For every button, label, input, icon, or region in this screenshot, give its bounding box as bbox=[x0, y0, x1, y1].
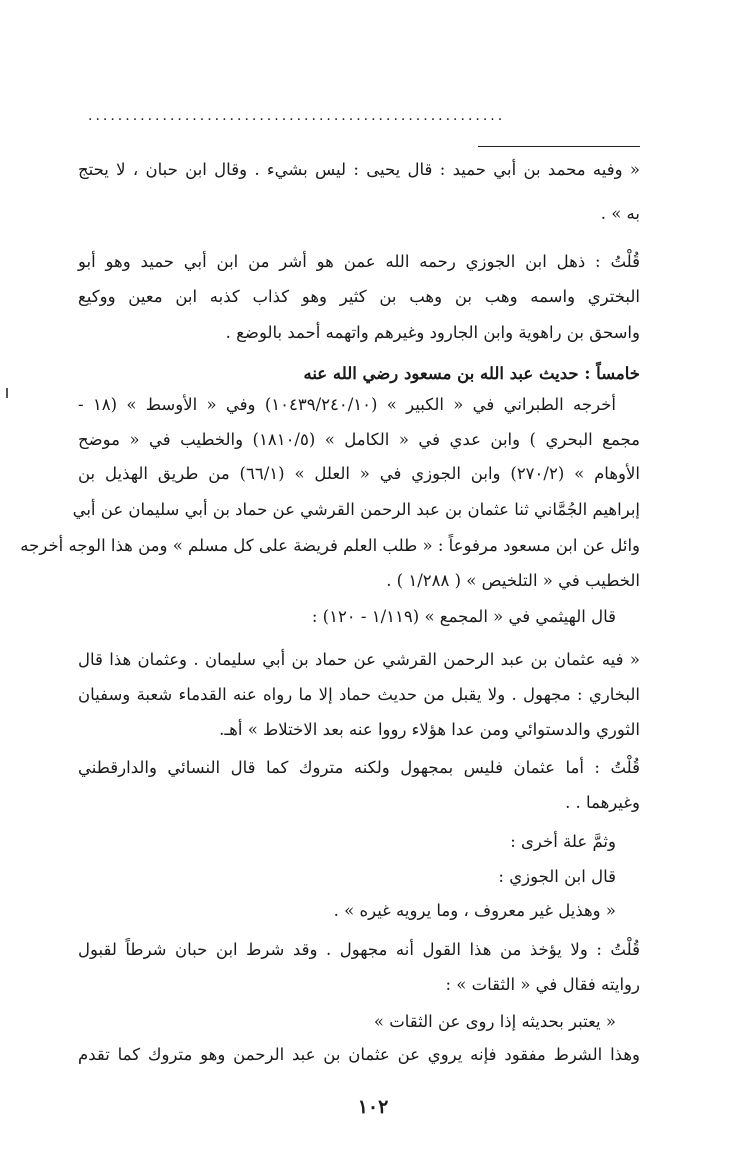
text-line: « يعتبر بحديثه إذا روى عن الثقات » bbox=[373, 1012, 616, 1031]
text-line: قُلْتُ : ذهل ابن الجوزي رحمه الله عمن هو أشر من ابن أبي حميد وهو أبو bbox=[78, 252, 640, 271]
page-number: ١٠٢ bbox=[357, 1096, 389, 1118]
text-line: البخاري : مجهول . ولا يقبل من حديث حماد إلا ما رواه عنه القدماء شعبة وسفيان bbox=[78, 685, 640, 704]
text-line: وثمَّ علة أخرى : bbox=[510, 832, 616, 851]
text-line: واسحق بن راهوية وابن الجارود وغيرهم واتهمه أحمد بالوضع . bbox=[225, 323, 640, 342]
text-line: به » . bbox=[600, 204, 640, 223]
text-line: قُلْتُ : أما عثمان فليس بمجهول ولكنه متروك كما قال النسائي والدارقطني bbox=[78, 758, 640, 777]
text-line: « فيه عثمان بن عبد الرحمن القرشي عن حماد بن أبي سليمان . وعثمان هذا قال bbox=[78, 650, 640, 669]
text-line: وائل عن ابن مسعود مرفوعاً : « طلب العلم فريضة على كل مسلم » ومن هذا الوجه أخرجه bbox=[20, 536, 640, 555]
margin-mark bbox=[6, 388, 8, 398]
text-line: إبراهيم الجُمَّاني ثنا عثمان بن عبد الرحمن القرشي عن حماد بن أبي سليمان عن أبي bbox=[72, 500, 640, 519]
text-line: الأوهام » (٢٧٠/٢) وابن الجوزي في « العلل » (٦٦/١) من طريق الهذيل بن bbox=[78, 464, 640, 483]
text-line: روايته فقال في « الثقات » : bbox=[445, 975, 640, 994]
text-line: « وفيه محمد بن أبي حميد : قال يحيى : ليس بشيء . وقال ابن حبان ، لا يحتج bbox=[78, 160, 640, 179]
text-line: الثوري والدستوائي ومن عدا هؤلاء رووا عنه بعد الاختلاط » أهـ. bbox=[219, 720, 640, 739]
text-line: وغيرهما . . bbox=[565, 793, 640, 812]
text-line: قُلْتُ : ولا يؤخذ من هذا القول أنه مجهول . وقد شرط ابن حبان شرطاً لقبول bbox=[78, 940, 640, 959]
text-line: « وهذيل غير معروف ، وما يرويه غيره » . bbox=[333, 901, 616, 920]
text-line: أخرجه الطبراني في « الكبير » (١٠٤٣٩/٢٤٠/١٠) وفي « الأوسط » (١٨ - bbox=[78, 395, 616, 414]
text-line: قال الهيثمي في « المجمع » (١/١١٩ - ١٢٠) : bbox=[311, 607, 616, 626]
text-line: وهذا الشرط مفقود فإنه يروي عن عثمان بن عبد الرحمن وهو متروك كما تقدم bbox=[78, 1045, 640, 1064]
dotted-separator: ........................................................ bbox=[88, 108, 506, 124]
section-heading: خامساً : حديث عبد الله بن مسعود رضي الله عنه bbox=[303, 364, 640, 383]
text-line: مجمع البحري ) وابن عدي في « الكامل » (١٨١٠/٥) والخطيب في « موضح bbox=[78, 430, 640, 449]
text-line: الخطيب في « التلخيص » ( ١/٢٨٨ ) . bbox=[386, 571, 640, 590]
text-line: قال ابن الجوزي : bbox=[498, 867, 616, 886]
footnote-rule bbox=[478, 146, 640, 147]
text-line: البختري واسمه وهب بن وهب بن كثير وهو كذاب كذبه ابن معين ووكيع bbox=[78, 287, 640, 306]
